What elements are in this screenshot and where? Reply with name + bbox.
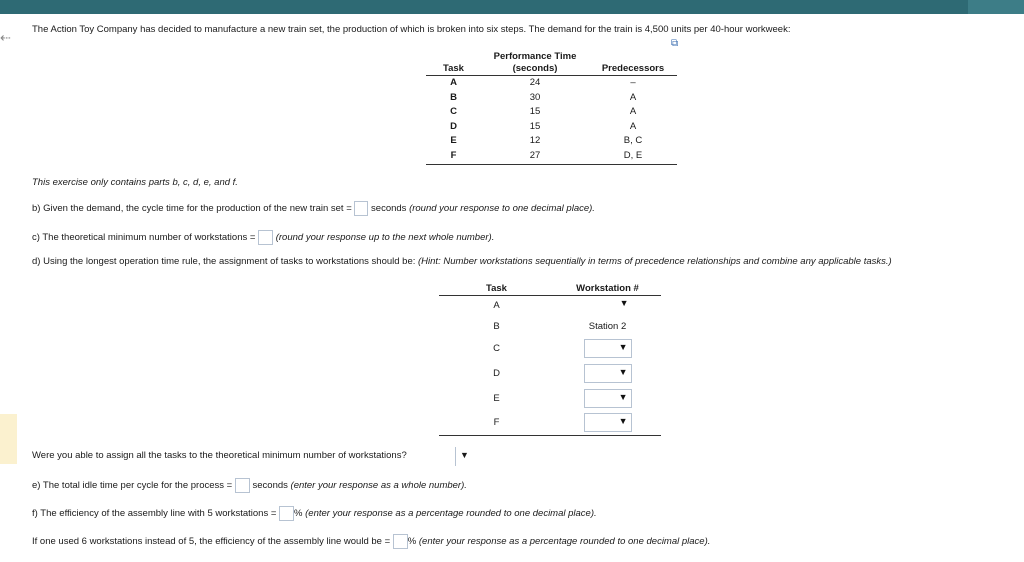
part-e-prefix: e) The total idle time per cycle for the process = [32,480,233,492]
assignment-table [439,281,661,436]
table-row [426,76,677,91]
col-task-header: Task [443,63,464,74]
idle-time-input[interactable] [235,478,250,493]
top-bar-accent [968,0,1024,14]
part-b-suffix: seconds [371,203,407,215]
assign-answer-dropdown[interactable] [455,447,470,466]
dropdown-arrow-icon: ▼ [619,298,629,309]
workstation-dropdown-a[interactable] [584,296,632,315]
task-cell: D [450,120,457,132]
exercise-note: This exercise only contains parts b, c, d, e, and f. [32,177,238,188]
table-row [426,149,677,164]
part-b-hint: (round your response to one decimal place). [409,203,595,215]
part-f2-question [32,534,710,549]
assign-task-cell: A [493,300,500,312]
time-cell: 15 [529,106,541,118]
part-f-suffix: % [294,508,303,520]
dropdown-arrow-icon: ▼ [460,450,469,460]
pred-cell: A [629,91,637,103]
table-row [439,361,661,386]
assign-question: Were you able to assign all the tasks to the theoretical minimum number of workstations? [32,450,407,461]
task-cell: C [450,106,457,118]
problem-intro: The Action Toy Company has decided to manufacture a new train set, the production of which is broken into six steps. The demand for the train is 4,500 units per 40-hour workweek: [32,24,791,35]
workstation-dropdown-e[interactable] [584,389,632,408]
part-c-question [32,230,494,245]
col-perf-line1: Performance Time [493,51,577,62]
time-cell: 15 [529,120,541,132]
top-bar [0,0,1024,14]
task-cell: B [450,91,457,103]
table-row [439,386,661,411]
pred-cell: A [629,106,637,118]
part-f-hint: (enter your response as a percentage rounded to one decimal place). [305,508,597,520]
part-f-question [32,506,597,521]
part-d-question [32,256,892,267]
assign-task-cell: E [493,392,500,404]
table-row [439,316,661,337]
part-c-hint: (round your response up to the next whole number). [275,232,495,244]
dropdown-arrow-icon: ▼ [618,391,628,402]
workstation-dropdown-d[interactable] [584,364,632,383]
assign-col-task: Task [486,282,507,294]
copy-table-icon[interactable]: ⧉ [671,38,679,49]
col-pred-header: Predecessors [601,63,665,74]
table-row [426,120,677,135]
pred-cell: B, C [623,135,643,147]
side-highlight [0,414,17,464]
efficiency-5-input[interactable] [279,506,294,521]
time-cell: 12 [529,135,541,147]
part-e-question [32,478,467,493]
table-row [439,411,661,436]
col-perf-header [481,51,589,76]
back-arrow-icon[interactable]: ⇠ [0,30,11,45]
table-row [439,296,661,316]
part-f2-hint: (enter your response as a percentage rounded to one decimal place). [418,536,711,548]
dropdown-arrow-icon: ▼ [618,416,628,427]
time-cell: 27 [529,149,541,161]
assign-task-cell: B [493,320,500,332]
part-d-hint: (Hint: Number workstations sequentially in terms of precedence relationships and combine any applicable tasks.) [418,256,892,267]
assign-col-workstation: Workstation # [576,282,639,294]
assign-task-cell: C [493,343,500,354]
part-e-hint: (enter your response as a whole number). [290,480,467,492]
part-d-prefix: d) Using the longest operation time rule, the assignment of tasks to workstations should be: [32,256,416,267]
table-row [426,134,677,149]
min-workstations-input[interactable] [258,230,273,245]
table-row [426,91,677,106]
assign-task-cell: F [493,417,500,429]
time-cell: 30 [529,91,541,103]
task-cell: F [450,149,457,161]
part-b-prefix: b) Given the demand, the cycle time for the production of the new train set = [32,203,352,215]
dropdown-arrow-icon: ▼ [618,342,628,352]
part-f2-suffix: % [407,536,417,548]
pred-cell: D, E [623,149,643,161]
task-cell: E [450,135,457,147]
pred-cell: A [629,120,637,132]
pred-cell: – [630,77,636,88]
part-c-prefix: c) The theoretical minimum number of workstations = [32,232,256,244]
workstation-dropdown-c[interactable] [584,339,632,358]
cycle-time-input[interactable] [354,201,368,216]
dropdown-arrow-icon: ▼ [618,366,628,377]
efficiency-6-input[interactable] [393,534,408,549]
time-cell: 24 [529,77,541,88]
task-table [426,51,677,165]
part-e-suffix: seconds [252,480,288,492]
table-row [426,105,677,120]
assign-task-cell: D [493,367,500,379]
task-cell: A [450,77,457,88]
col-perf-line2: (seconds) [512,63,558,74]
part-f2-prefix: If one used 6 workstations instead of 5, the efficiency of the assembly line would be = [32,536,391,548]
part-b-question [32,201,595,216]
table-row [439,337,661,361]
workstation-value-b[interactable]: Station 2 [588,320,627,332]
part-f-prefix: f) The efficiency of the assembly line with 5 workstations = [32,508,277,520]
workstation-dropdown-f[interactable] [584,413,632,432]
